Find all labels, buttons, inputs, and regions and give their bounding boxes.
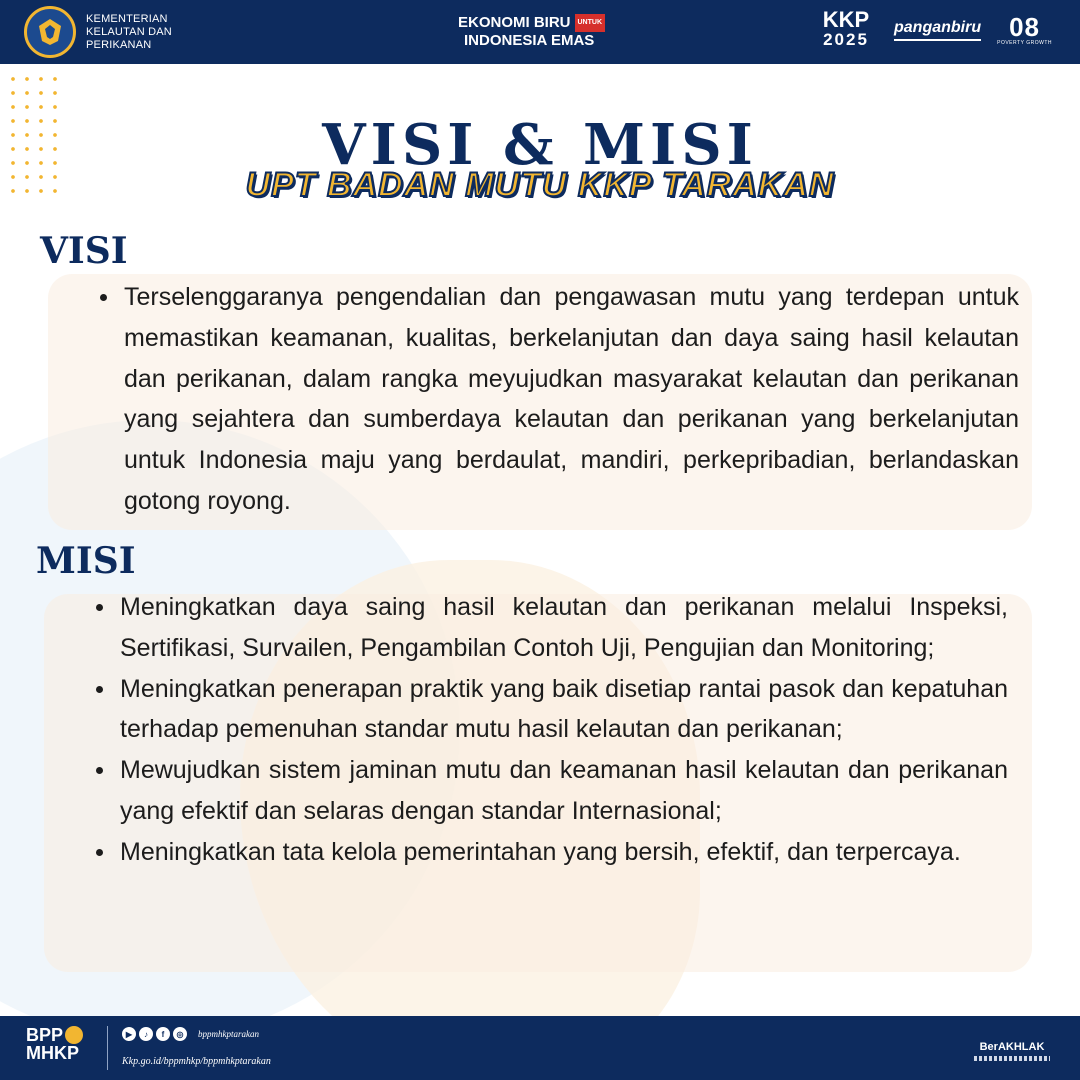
page-title: VISI & MISI xyxy=(322,112,758,178)
ministry-brand xyxy=(24,6,186,58)
misi-heading: MISI xyxy=(36,540,136,582)
kkp-2025-logo xyxy=(814,7,878,50)
bpp-logo-line1: BPP xyxy=(26,1025,64,1045)
campaign-line2: INDONESIA EMAS xyxy=(464,32,595,49)
social-row xyxy=(122,1027,259,1041)
partner-logos xyxy=(814,7,1052,50)
campaign-untuk-badge: UNTUK xyxy=(575,14,606,32)
page-subtitle: UPT BADAN MUTU KKP TARAKAN xyxy=(245,166,835,204)
instagram-icon[interactable]: ◎ xyxy=(173,1027,187,1041)
misi-item: Meningkatkan penerapan praktik yang baik disetiap rantai pasok dan kepatuhan terhadap pemenuhan standar mutu hasil kelautan dan perikanan; xyxy=(120,669,1008,751)
misi-item: Meningkatkan daya saing hasil kelautan dan perikanan melalui Inspeksi, Sertifikasi, Survailen, Pengambilan Contoh Uji, Pengujian dan Monitoring; xyxy=(120,587,1008,669)
berakhlak-logo xyxy=(974,1041,1050,1061)
bpp-check-icon xyxy=(65,1026,83,1044)
footer-divider xyxy=(107,1026,108,1070)
kkp-logo-text: KKP xyxy=(822,7,870,32)
o8-logo-subtitle: POVERTY GROWTH xyxy=(997,40,1052,46)
misi-item: Meningkatkan tata kelola pemerintahan yang bersih, efektif, dan terpercaya. xyxy=(120,832,1008,873)
panganbiru-logo: panganbiru xyxy=(894,19,981,41)
social-handle[interactable]: bppmhkptarakan xyxy=(198,1029,259,1039)
visi-list xyxy=(124,277,1019,522)
visi-item: Terselenggaranya pengendalian dan pengawasan mutu yang terdepan untuk memastikan keamanan, kualitas, berkelanjutan dan daya saing hasil kelautan dan perikanan, dalam rangka meyujudkan masyarakat kelautan dan perikanan yang sejahtera dan sumberdaya kelautan dan perikanan yang berkelanjutan untuk Indonesia maju yang berdaulat, mandiri, perkepribadian, berlandaskan gotong royong. xyxy=(124,277,1019,522)
kkp-logo-year: 2025 xyxy=(823,30,869,49)
ministry-emblem-icon xyxy=(24,6,76,58)
o8-logo xyxy=(997,14,1052,46)
youtube-icon[interactable]: ▶ xyxy=(122,1027,136,1041)
campaign-logo xyxy=(458,14,628,49)
header-bar xyxy=(0,0,1080,64)
misi-item: Mewujudkan sistem jaminan mutu dan keamanan hasil kelautan dan perikanan yang efektif dan selaras dengan standar Internasional; xyxy=(120,750,1008,832)
bpp-logo-line2: MHKP xyxy=(26,1043,79,1063)
facebook-icon[interactable]: f xyxy=(156,1027,170,1041)
ministry-name: KEMENTERIAN KELAUTAN DAN PERIKANAN xyxy=(86,12,172,51)
visi-heading: VISI xyxy=(40,230,128,272)
footer-url[interactable]: Kkp.go.id/bppmhkp/bppmhkptarakan xyxy=(122,1056,271,1067)
berakhlak-tagline-decoration xyxy=(974,1056,1050,1061)
footer-bar xyxy=(0,1016,1080,1080)
tiktok-icon[interactable]: ♪ xyxy=(139,1027,153,1041)
bpp-mhkp-logo xyxy=(26,1026,83,1062)
berakhlak-text: BerAKHLAK xyxy=(979,1041,1045,1053)
misi-list xyxy=(120,587,1008,873)
campaign-line1: EKONOMI BIRU xyxy=(458,14,571,31)
o8-logo-number: 08 xyxy=(1009,12,1041,42)
